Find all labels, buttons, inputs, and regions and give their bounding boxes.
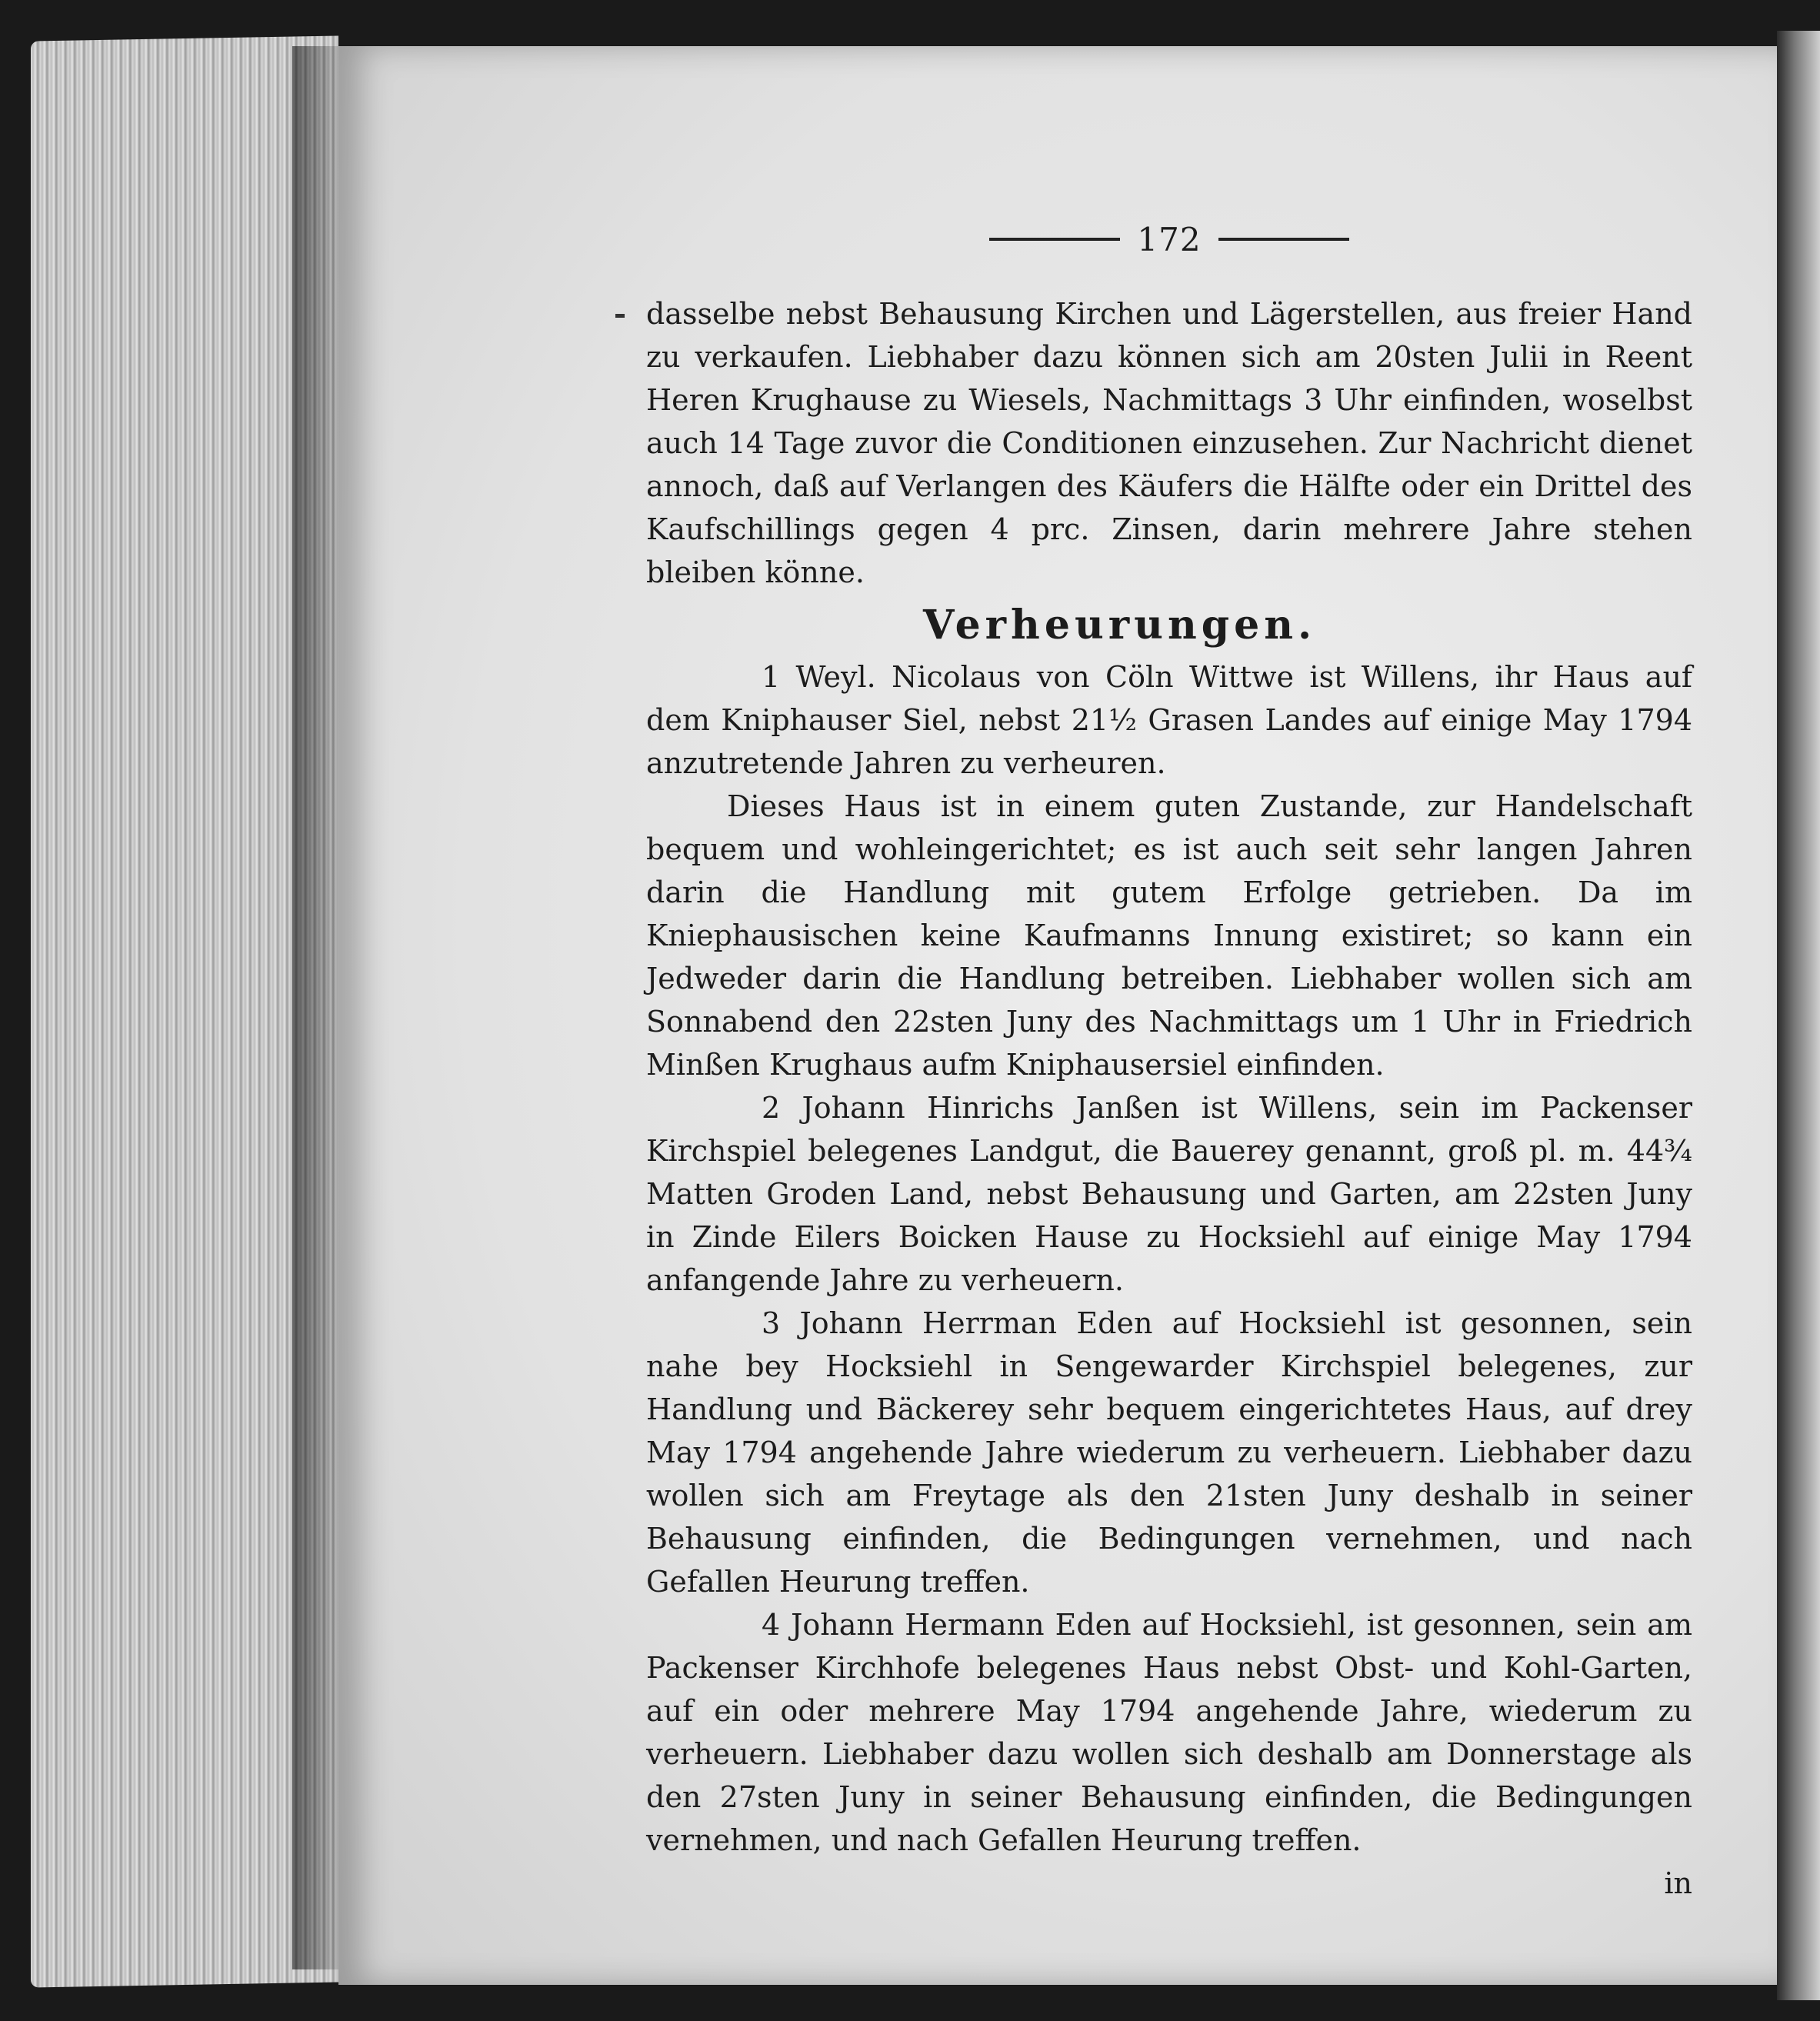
item-1-paragraph: 1 Weyl. Nicolaus von Cöln Wittwe ist Willens, ihr Haus auf dem Kniphauser Siel, nebst 21½ Grasen Landes auf einige May 1794 anzutretende Jahren zu verheuren. <box>646 660 1692 780</box>
page-text <box>646 292 1692 1905</box>
page-header <box>977 220 1362 258</box>
item-3-paragraph: 3 Johann Herrman Eden auf Hocksiehl ist gesonnen, sein nahe bey Hocksiehl in Sengewarder Kirchspiel belegenes, zur Handlung und Bäckerey sehr bequem eingerichtetes Haus, auf drey May 1794 angehende Jahre wiederum zu verheuern. Liebhaber dazu wollen sich am Freytage als den 21sten Juny deshalb in seiner Behausung einfinden, die Bedingungen vernehmen, und nach Gefallen Heurung treffen. <box>646 1306 1692 1599</box>
section-heading: Verheurungen. <box>923 602 1317 649</box>
margin-mark <box>615 314 625 318</box>
intro-paragraph: dasselbe nebst Behausung Kirchen und Lägerstellen, aus freier Hand zu verkaufen. Liebhaber dazu können sich am 20sten Julii in Reent Heren Krughause zu Wiesels, Nachmittags 3 Uhr einfinden, woselbst auch 14 Tage zuvor die Conditionen einzusehen. Zur Nachricht dienet annoch, daß auf Verlangen des Käufers die Hälfte oder ein Drittel des Kaufschillings gegen 4 prc. Zinsen, darin mehrere Jahre stehen bleiben könne. <box>646 297 1692 589</box>
book-gutter <box>1777 31 1820 2000</box>
catchword: in <box>1664 1866 1692 1900</box>
item-1-continuation: Dieses Haus ist in einem guten Zustande, zur Handelschaft bequem und wohleingerichtet; es ist auch seit sehr langen Jahren darin die Handlung mit gutem Erfolge getrieben. Da im Kniephausischen keine Kaufmanns Innung existiret; so kann ein Jedweder darin die Handlung betreiben. Liebhaber wollen sich am Sonnabend den 22sten Juny des Nachmittags um 1 Uhr in Friedrich Minßen Krughaus aufm Kniphausersiel einfinden. <box>646 789 1692 1082</box>
item-2-paragraph: 2 Johann Hinrichs Janßen ist Willens, sein im Packenser Kirchspiel belegenes Landgut, die Bauerey genannt, groß pl. m. 44¾ Matten Groden Land, nebst Behausung und Garten, am 22sten Juny in Zinde Eilers Boicken Hause zu Hocksiehl auf einige May 1794 anfangende Jahre zu verheuern. <box>646 1091 1692 1297</box>
item-4-paragraph: 4 Johann Hermann Eden auf Hocksiehl, ist gesonnen, sein am Packenser Kirchhofe belegenes Haus nebst Obst- und Kohl-Garten, auf ein oder mehrere May 1794 angehende Jahre, wiederum zu verheuern. Liebhaber dazu wollen sich deshalb am Donnerstage als den 27sten Juny in seiner Behausung einfinden, die Bedingungen vernehmen, und nach Gefallen Heurung treffen. <box>646 1608 1692 1857</box>
header-rule-left <box>989 238 1120 241</box>
page-number: 172 <box>1137 220 1202 258</box>
header-rule-right <box>1218 238 1349 241</box>
